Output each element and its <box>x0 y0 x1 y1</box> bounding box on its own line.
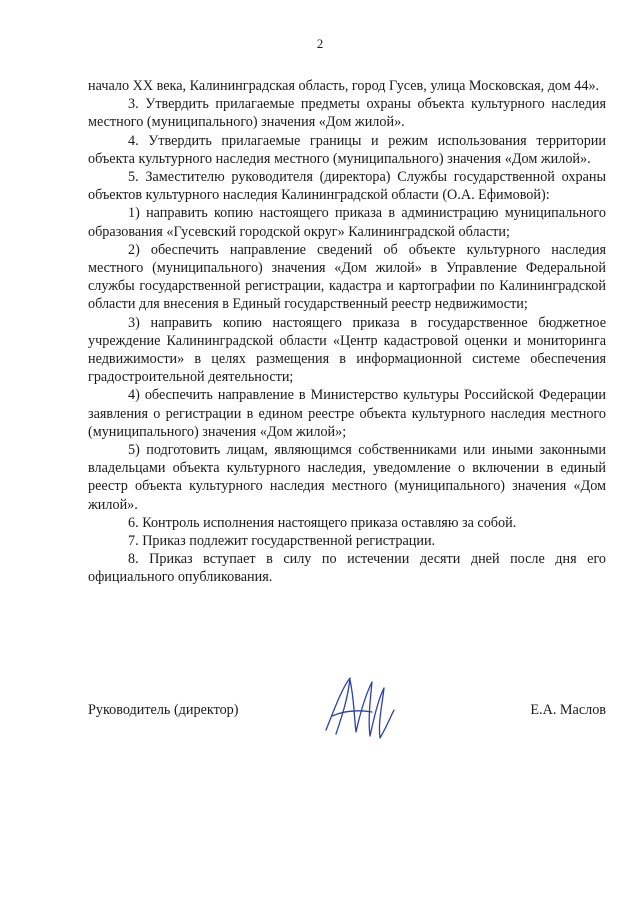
page-number: 2 <box>316 36 324 51</box>
signatory-name: Е.А. Маслов <box>530 702 606 718</box>
signatory-title: Руководитель (директор) <box>88 702 239 718</box>
paragraph-item-8: 8. Приказ вступает в силу по истечении десяти дней после дня его официального опубликования. <box>88 551 606 586</box>
paragraph-item-4: 4. Утвердить прилагаемые границы и режим использования территории объекта культурного наследия местного (муниципального) значения «Дом жилой». <box>88 132 606 167</box>
paragraph-item-6: 6. Контроль исполнения настоящего приказа оставляю за собой. <box>128 514 517 531</box>
subparagraph-5: 5) подготовить лицам, являющимся собственниками или иными законными владельцами объекта культурного наследия, уведомление о включении в единый реестр объекта культурного наследия местного (муниципального) значения «Дом жилой». <box>88 442 606 513</box>
subparagraph-1: 1) направить копию настоящего приказа в администрацию муниципального образования «Гусевский городской округ» Калининградской области; <box>88 205 606 240</box>
document-body <box>88 77 606 587</box>
subparagraph-4: 4) обеспечить направление в Министерство культуры Российской Федерации заявления о регистрации в едином реестре объекта культурного наследия местного (муниципального) значения «Дом жилой»; <box>88 387 606 440</box>
signature-block <box>88 702 606 732</box>
handwritten-signature <box>320 670 400 746</box>
paragraph-item-3: 3. Утвердить прилагаемые предметы охраны объекта культурного наследия местного (муниципального) значения «Дом жилой». <box>88 96 606 131</box>
subparagraph-3: 3) направить копию настоящего приказа в государственное бюджетное учреждение Калининградской области «Центр кадастровой оценки и мониторинга недвижимости» в целях размещения в информационной системе обеспечения градостроительной деятельности; <box>88 314 606 386</box>
paragraph-item-7: 7. Приказ подлежит государственной регистрации. <box>128 533 436 550</box>
subparagraph-2: 2) обеспечить направление сведений об объекте культурного наследия местного (муниципального) значения «Дом жилой» в Управление Федеральной службы государственной регистрации, кадастра и картографии по Калининградской области для внесения в Единый государственный реестр недвижимости; <box>88 241 606 313</box>
paragraph-item-5: 5. Заместителю руководителя (директора) Службы государственной охраны объектов культурного наследия Калининградской области (О.А. Ефимовой): <box>88 169 606 204</box>
paragraph-continuation: начало ХХ века, Калининградская область, город Гусев, улица Московская, дом 44». <box>88 78 600 94</box>
